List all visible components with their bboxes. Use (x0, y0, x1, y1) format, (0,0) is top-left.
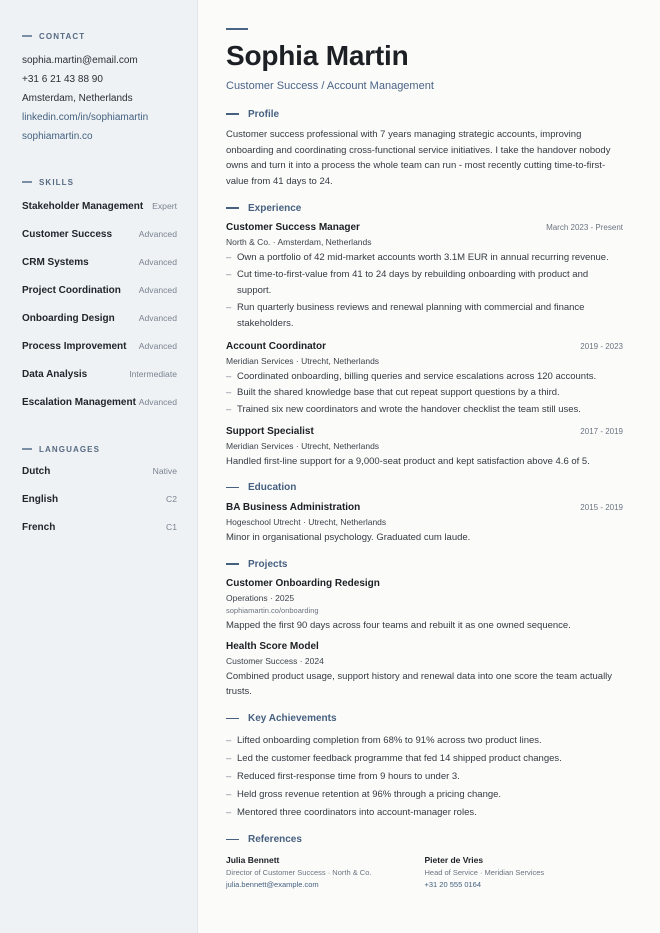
bullet-mark: – (226, 387, 232, 398)
degree-title: BA Business Administration (226, 501, 361, 513)
skill-level: Intermediate (129, 369, 177, 379)
skill-list (22, 192, 177, 416)
reference-role: Head of Service · Meridian Services (424, 867, 545, 877)
heading-dash (22, 35, 32, 36)
achievement-item: – Held gross revenue retention at 96% through a pricing change. (226, 786, 623, 804)
heading-dash (226, 207, 239, 209)
skill-level: Advanced (138, 229, 177, 239)
education-date: 2015 - 2019 (580, 502, 623, 512)
project-meta: Customer Success · 2024 (226, 655, 324, 666)
education-header (226, 502, 623, 513)
skill-name: Stakeholder Management (22, 200, 144, 212)
contact-website-link[interactable]: sophiamartin.co (22, 131, 93, 142)
skill-level: Expert (152, 201, 177, 211)
skill-name: Data Analysis (22, 368, 88, 380)
sidebar (0, 0, 198, 933)
achievement-item: – Lifted onboarding completion from 68% to 91% across two product lines. (226, 732, 623, 750)
job-org: North & Co. · Amsterdam, Netherlands (226, 237, 372, 247)
reference-name: Julia Bennett (226, 854, 280, 865)
skill-name: Onboarding Design (22, 312, 115, 324)
project-summary: Combined product usage, support history and renewal data into one score the team actually trusts. (226, 670, 613, 697)
languages-section (22, 443, 177, 541)
language-name: French (22, 521, 56, 533)
skill-name: CRM Systems (22, 256, 89, 268)
skill-level: Advanced (138, 257, 177, 267)
achievement-list (226, 732, 623, 822)
skill-level: Advanced (138, 341, 177, 351)
education-entry (226, 502, 623, 546)
education-heading: Education (226, 481, 623, 495)
main-content (198, 0, 660, 933)
job-date: 2019 - 2023 (580, 341, 623, 351)
bullet-item: – Cut time-to-first-value from 41 to 24 days by rebuilding onboarding with product and support. (226, 267, 623, 300)
skills-section (22, 176, 177, 416)
bullet-mark: – (226, 788, 232, 800)
contact-email[interactable]: sophia.martin@email.com (22, 55, 138, 66)
reference-contact[interactable]: julia.bennett@example.com (226, 879, 319, 889)
language-level: C2 (166, 494, 177, 504)
skill-row (22, 276, 177, 304)
references-heading: References (226, 833, 623, 847)
job-title: Support Specialist (226, 426, 314, 437)
bullet-item: – Run quarterly business reviews and renewal planning with commercial and finance stakeholders. (226, 300, 623, 333)
achievement-item: – Led the customer feedback programme that fed 14 shipped product changes. (226, 750, 623, 768)
candidate-name: Sophia Martin (226, 40, 409, 71)
job-org: Meridian Services · Utrecht, Netherlands (226, 355, 380, 366)
language-row (22, 513, 177, 541)
projects-heading: Projects (226, 557, 623, 571)
language-list (22, 457, 177, 541)
language-level: Native (152, 466, 177, 476)
language-row (22, 457, 177, 485)
achievement-item: – Reduced first-response time from 9 hours to under 3. (226, 768, 623, 786)
heading-dash (226, 487, 239, 489)
language-level: C1 (166, 522, 177, 532)
reference-name: Pieter de Vries (424, 854, 484, 865)
skill-name: Project Coordination (22, 284, 121, 296)
skill-row (22, 192, 177, 220)
contact-location: Amsterdam, Netherlands (22, 93, 133, 104)
skills-heading: SKILLS (22, 176, 177, 188)
skill-row (22, 304, 177, 332)
bullet-mark: – (226, 752, 232, 764)
job-header (226, 426, 623, 437)
skill-name: Process Improvement (22, 340, 127, 352)
job-bullets (226, 369, 623, 419)
reference-list (226, 855, 623, 889)
project-title: Health Score Model (226, 640, 319, 652)
skill-level: Advanced (138, 285, 177, 295)
language-row (22, 485, 177, 513)
bullet-item: – Own a portfolio of 42 mid-market accounts worth 3.1M EUR in annual recurring revenue. (226, 250, 623, 267)
bullet-item: – Built the shared knowledge base that cut repeat support questions by a third. (226, 385, 623, 402)
skill-row (22, 360, 177, 388)
bullet-mark: – (226, 252, 232, 263)
education-summary: Minor in organisational psychology. Graduated cum laude. (226, 531, 471, 543)
achievement-item: – Mentored three coordinators into account-manager roles. (226, 804, 623, 822)
skill-row (22, 248, 177, 276)
languages-heading: LANGUAGES (22, 443, 177, 455)
name-accent-bar (226, 28, 248, 30)
bullet-mark: – (226, 770, 232, 782)
project-entry (226, 578, 623, 634)
skill-name: Customer Success (22, 228, 113, 240)
bullet-mark: – (226, 370, 232, 382)
bullet-mark: – (226, 806, 232, 818)
reference-entry (425, 855, 624, 889)
skill-level: Advanced (138, 313, 177, 323)
job-bullets (226, 250, 623, 333)
heading-dash (226, 718, 239, 720)
job-header (226, 222, 623, 233)
heading-dash (226, 839, 239, 841)
job-date: March 2023 - Present (546, 223, 623, 232)
profile-text: Customer success professional with 7 years managing strategic accounts, improving onboarding and coordinating cross-functional service initiatives. I take the handover nobody owns and turn it into a process the whole team can run - most recently cutting time-to-first-value from 41 days to 24. (226, 129, 611, 187)
job-entry (226, 341, 623, 419)
skill-row (22, 220, 177, 248)
bullet-mark: – (226, 403, 232, 415)
job-date: 2017 - 2019 (580, 427, 623, 436)
language-name: English (22, 493, 59, 505)
contact-linkedin-link[interactable]: linkedin.com/in/sophiamartin (22, 112, 149, 123)
bullet-mark: – (226, 268, 232, 280)
skill-name: Escalation Management (22, 396, 136, 408)
skill-row (22, 388, 177, 416)
experience-heading: Experience (226, 201, 623, 215)
job-header (226, 341, 623, 352)
job-org: Meridian Services · Utrecht, Netherlands (226, 441, 380, 451)
job-title: Customer Success Manager (226, 222, 360, 233)
project-title: Customer Onboarding Redesign (226, 578, 380, 589)
heading-dash (226, 563, 239, 565)
heading-dash (226, 113, 239, 115)
language-name: Dutch (22, 465, 51, 477)
education-org: Hogeschool Utrecht · Utrecht, Netherlands (226, 516, 387, 527)
profile-heading: Profile (226, 107, 623, 121)
job-summary: Handled first-line support for a 9,000-seat product and kept satisfaction above 4.6 of 5. (226, 456, 590, 467)
contact-phone: +31 6 21 43 88 90 (22, 74, 103, 85)
skill-row (22, 332, 177, 360)
job-entry (226, 426, 623, 470)
project-summary: Mapped the first 90 days across four teams and rebuilt it as one owned sequence. (226, 620, 571, 631)
job-entry (226, 222, 623, 333)
bullet-mark: – (226, 734, 232, 746)
reference-contact[interactable]: +31 20 555 0164 (424, 879, 482, 889)
heading-dash (22, 448, 32, 449)
contact-heading: CONTACT (22, 30, 177, 42)
contact-list (22, 51, 177, 146)
achievements-heading: Key Achievements (226, 712, 623, 726)
bullet-item: – Trained six new coordinators and wrote the handover checklist the team still uses. (226, 402, 623, 419)
bullet-item: – Coordinated onboarding, billing queries and service escalations across 120 accounts. (226, 369, 623, 386)
project-meta: Operations · 2025 (226, 593, 295, 603)
project-link[interactable]: sophiamartin.co/onboarding (226, 606, 319, 615)
reference-entry (226, 855, 425, 889)
skill-level: Advanced (138, 397, 177, 407)
project-entry (226, 641, 623, 700)
job-title: Account Coordinator (226, 340, 326, 352)
candidate-role: Customer Success / Account Management (226, 80, 434, 92)
reference-role: Director of Customer Success · North & Co. (226, 867, 372, 877)
heading-dash (22, 181, 32, 182)
bullet-mark: – (226, 301, 232, 313)
